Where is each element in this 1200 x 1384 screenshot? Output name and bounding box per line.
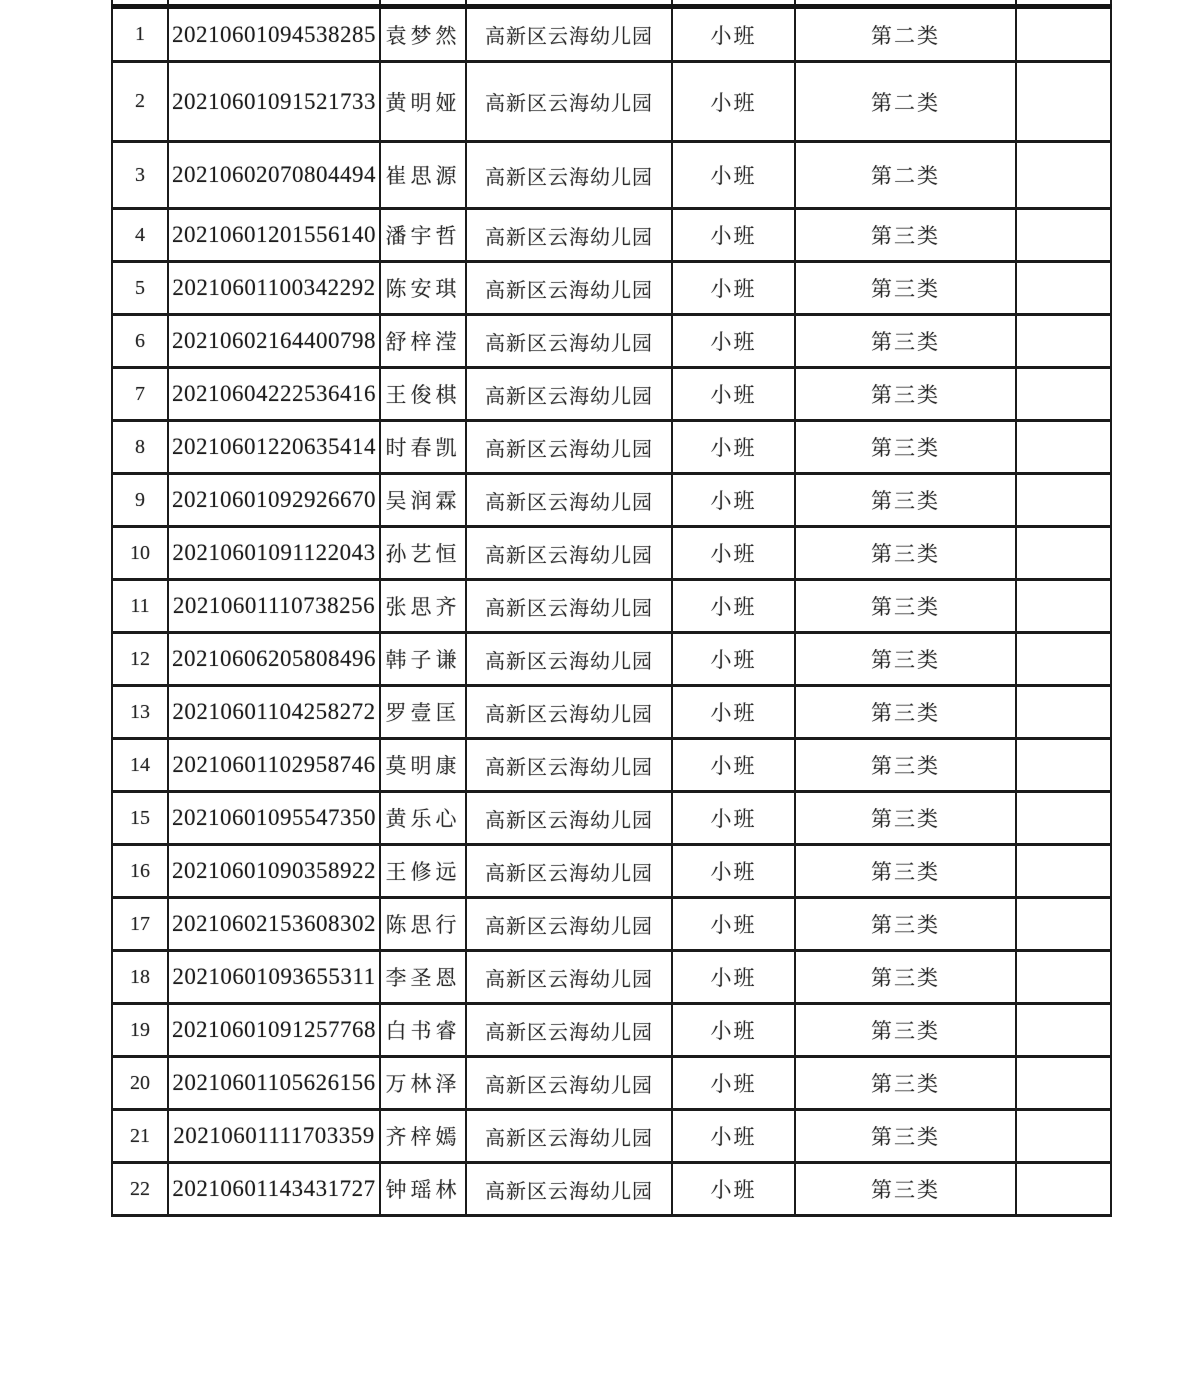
cell-category: 第三类 [795,1163,1016,1216]
cell-school: 高新区云海幼儿园 [466,142,672,209]
cell-name: 万林泽 [380,1057,466,1110]
cell-note [1016,474,1111,527]
cell-note [1016,62,1111,142]
cell-class-level: 小班 [672,1057,795,1110]
cell-reg-id: 20210601105626156 [168,1057,380,1110]
cell-school: 高新区云海幼儿园 [466,527,672,580]
cell-reg-id: 20210601091122043 [168,527,380,580]
cell-name: 张思齐 [380,580,466,633]
cell-note [1016,845,1111,898]
cell-class-level: 小班 [672,845,795,898]
cell-school: 高新区云海幼儿园 [466,792,672,845]
cell-school: 高新区云海幼儿园 [466,1110,672,1163]
cell-category: 第三类 [795,792,1016,845]
cell-reg-id: 20210602153608302 [168,898,380,951]
cell-reg-id: 20210601093655311 [168,951,380,1004]
table-row [112,1057,1111,1110]
cell-serial: 12 [112,633,168,686]
cell-category: 第二类 [795,7,1016,62]
cell-name: 王俊棋 [380,368,466,421]
cell-class-level: 小班 [672,686,795,739]
cell-serial: 8 [112,421,168,474]
cell-reg-id: 20210602164400798 [168,315,380,368]
cell-name: 李圣恩 [380,951,466,1004]
cell-serial: 13 [112,686,168,739]
cell-name: 王修远 [380,845,466,898]
cell-category: 第三类 [795,527,1016,580]
cell-serial: 11 [112,580,168,633]
cell-reg-id: 20210601201556140 [168,209,380,262]
cell-class-level: 小班 [672,1004,795,1057]
cell-reg-id: 20210601104258272 [168,686,380,739]
cell-school: 高新区云海幼儿园 [466,580,672,633]
cell-category: 第三类 [795,739,1016,792]
cell-school: 高新区云海幼儿园 [466,845,672,898]
cell-note [1016,580,1111,633]
table-body [112,0,1111,1216]
cell-category: 第二类 [795,62,1016,142]
cell-serial: 19 [112,1004,168,1057]
cell-serial: 15 [112,792,168,845]
cell-school: 高新区云海幼儿园 [466,209,672,262]
table-row [112,527,1111,580]
cell-reg-id: 20210601220635414 [168,421,380,474]
table-row [112,474,1111,527]
cell-class-level: 小班 [672,421,795,474]
cell-serial: 2 [112,62,168,142]
cell-category: 第三类 [795,845,1016,898]
cell-serial: 3 [112,142,168,209]
cell-category: 第三类 [795,633,1016,686]
cell-note [1016,142,1111,209]
table-row [112,686,1111,739]
cell-reg-id: 20210601094538285 [168,7,380,62]
cell-category: 第三类 [795,209,1016,262]
table-row [112,739,1111,792]
cell-class-level: 小班 [672,209,795,262]
cell-note [1016,7,1111,62]
cell-school: 高新区云海幼儿园 [466,421,672,474]
cell-name: 钟瑶林 [380,1163,466,1216]
cell-reg-id: 20210606205808496 [168,633,380,686]
cell-class-level: 小班 [672,898,795,951]
cell-category: 第三类 [795,898,1016,951]
table-row [112,633,1111,686]
cell-school: 高新区云海幼儿园 [466,686,672,739]
cell-school: 高新区云海幼儿园 [466,739,672,792]
table-row [112,209,1111,262]
cell-class-level: 小班 [672,262,795,315]
cell-reg-id: 20210601110738256 [168,580,380,633]
cell-note [1016,368,1111,421]
cell-serial: 7 [112,368,168,421]
cell-name: 吴润霖 [380,474,466,527]
cell-note [1016,315,1111,368]
cell-note [1016,1004,1111,1057]
cell-class-level: 小班 [672,142,795,209]
cell-class-level: 小班 [672,580,795,633]
cell-name: 陈安琪 [380,262,466,315]
cell-serial: 6 [112,315,168,368]
table-row [112,7,1111,62]
table-row [112,1110,1111,1163]
cell-note [1016,421,1111,474]
cell-name: 潘宇哲 [380,209,466,262]
cell-school: 高新区云海幼儿园 [466,474,672,527]
table-row [112,62,1111,142]
cell-school: 高新区云海幼儿园 [466,1057,672,1110]
cell-reg-id: 20210601090358922 [168,845,380,898]
cell-category: 第三类 [795,315,1016,368]
cell-reg-id: 20210602070804494 [168,142,380,209]
cell-category: 第三类 [795,262,1016,315]
cell-note [1016,686,1111,739]
table-row [112,580,1111,633]
cell-category: 第三类 [795,686,1016,739]
cell-category: 第三类 [795,580,1016,633]
cell-note [1016,527,1111,580]
cell-school: 高新区云海幼儿园 [466,262,672,315]
cell-serial: 1 [112,7,168,62]
cell-serial: 10 [112,527,168,580]
cell-category: 第三类 [795,1057,1016,1110]
cell-reg-id: 20210601091521733 [168,62,380,142]
cell-class-level: 小班 [672,315,795,368]
cell-reg-id: 20210601092926670 [168,474,380,527]
table-row [112,898,1111,951]
cell-class-level: 小班 [672,792,795,845]
cell-category: 第二类 [795,142,1016,209]
cell-name: 齐梓嫣 [380,1110,466,1163]
cell-school: 高新区云海幼儿园 [466,1004,672,1057]
cell-note [1016,209,1111,262]
cell-school: 高新区云海幼儿园 [466,951,672,1004]
cell-note [1016,633,1111,686]
cell-name: 陈思行 [380,898,466,951]
cell-note [1016,1057,1111,1110]
cell-note [1016,1163,1111,1216]
cell-category: 第三类 [795,474,1016,527]
table-row [112,1163,1111,1216]
table-row [112,315,1111,368]
cell-name: 时春凯 [380,421,466,474]
cell-category: 第三类 [795,368,1016,421]
cell-serial: 16 [112,845,168,898]
cell-note [1016,951,1111,1004]
table-row [112,368,1111,421]
table-row [112,792,1111,845]
cell-class-level: 小班 [672,739,795,792]
cell-reg-id: 20210601100342292 [168,262,380,315]
cell-reg-id: 20210601102958746 [168,739,380,792]
cell-school: 高新区云海幼儿园 [466,7,672,62]
cell-serial: 18 [112,951,168,1004]
cell-serial: 4 [112,209,168,262]
cell-note [1016,262,1111,315]
cell-class-level: 小班 [672,62,795,142]
cell-class-level: 小班 [672,951,795,1004]
cell-class-level: 小班 [672,368,795,421]
table-row [112,951,1111,1004]
cell-serial: 14 [112,739,168,792]
cell-name: 崔思源 [380,142,466,209]
cell-class-level: 小班 [672,7,795,62]
cell-category: 第三类 [795,421,1016,474]
cell-school: 高新区云海幼儿园 [466,315,672,368]
enrollment-table [111,0,1112,1217]
cell-category: 第三类 [795,951,1016,1004]
cell-serial: 22 [112,1163,168,1216]
cell-class-level: 小班 [672,1110,795,1163]
cell-name: 韩子谦 [380,633,466,686]
table-row [112,421,1111,474]
cell-note [1016,1110,1111,1163]
cell-note [1016,739,1111,792]
cell-serial: 20 [112,1057,168,1110]
cell-class-level: 小班 [672,527,795,580]
cell-reg-id: 20210601143431727 [168,1163,380,1216]
table-row [112,845,1111,898]
cell-school: 高新区云海幼儿园 [466,1163,672,1216]
cell-name: 袁梦然 [380,7,466,62]
cell-name: 黄明娅 [380,62,466,142]
cell-serial: 5 [112,262,168,315]
cell-class-level: 小班 [672,474,795,527]
cell-reg-id: 20210601111703359 [168,1110,380,1163]
cell-note [1016,792,1111,845]
cell-name: 罗壹匡 [380,686,466,739]
table-row [112,1004,1111,1057]
cell-class-level: 小班 [672,633,795,686]
cell-reg-id: 20210604222536416 [168,368,380,421]
cell-name: 莫明康 [380,739,466,792]
cell-reg-id: 20210601095547350 [168,792,380,845]
cell-reg-id: 20210601091257768 [168,1004,380,1057]
cell-serial: 21 [112,1110,168,1163]
cell-school: 高新区云海幼儿园 [466,633,672,686]
cell-name: 黄乐心 [380,792,466,845]
cell-school: 高新区云海幼儿园 [466,368,672,421]
table-row [112,142,1111,209]
cell-school: 高新区云海幼儿园 [466,62,672,142]
cell-name: 舒梓滢 [380,315,466,368]
cell-serial: 17 [112,898,168,951]
table-row [112,262,1111,315]
cell-serial: 9 [112,474,168,527]
cell-name: 白书睿 [380,1004,466,1057]
cell-category: 第三类 [795,1004,1016,1057]
cell-note [1016,898,1111,951]
cell-name: 孙艺恒 [380,527,466,580]
cell-category: 第三类 [795,1110,1016,1163]
cell-class-level: 小班 [672,1163,795,1216]
cell-school: 高新区云海幼儿园 [466,898,672,951]
